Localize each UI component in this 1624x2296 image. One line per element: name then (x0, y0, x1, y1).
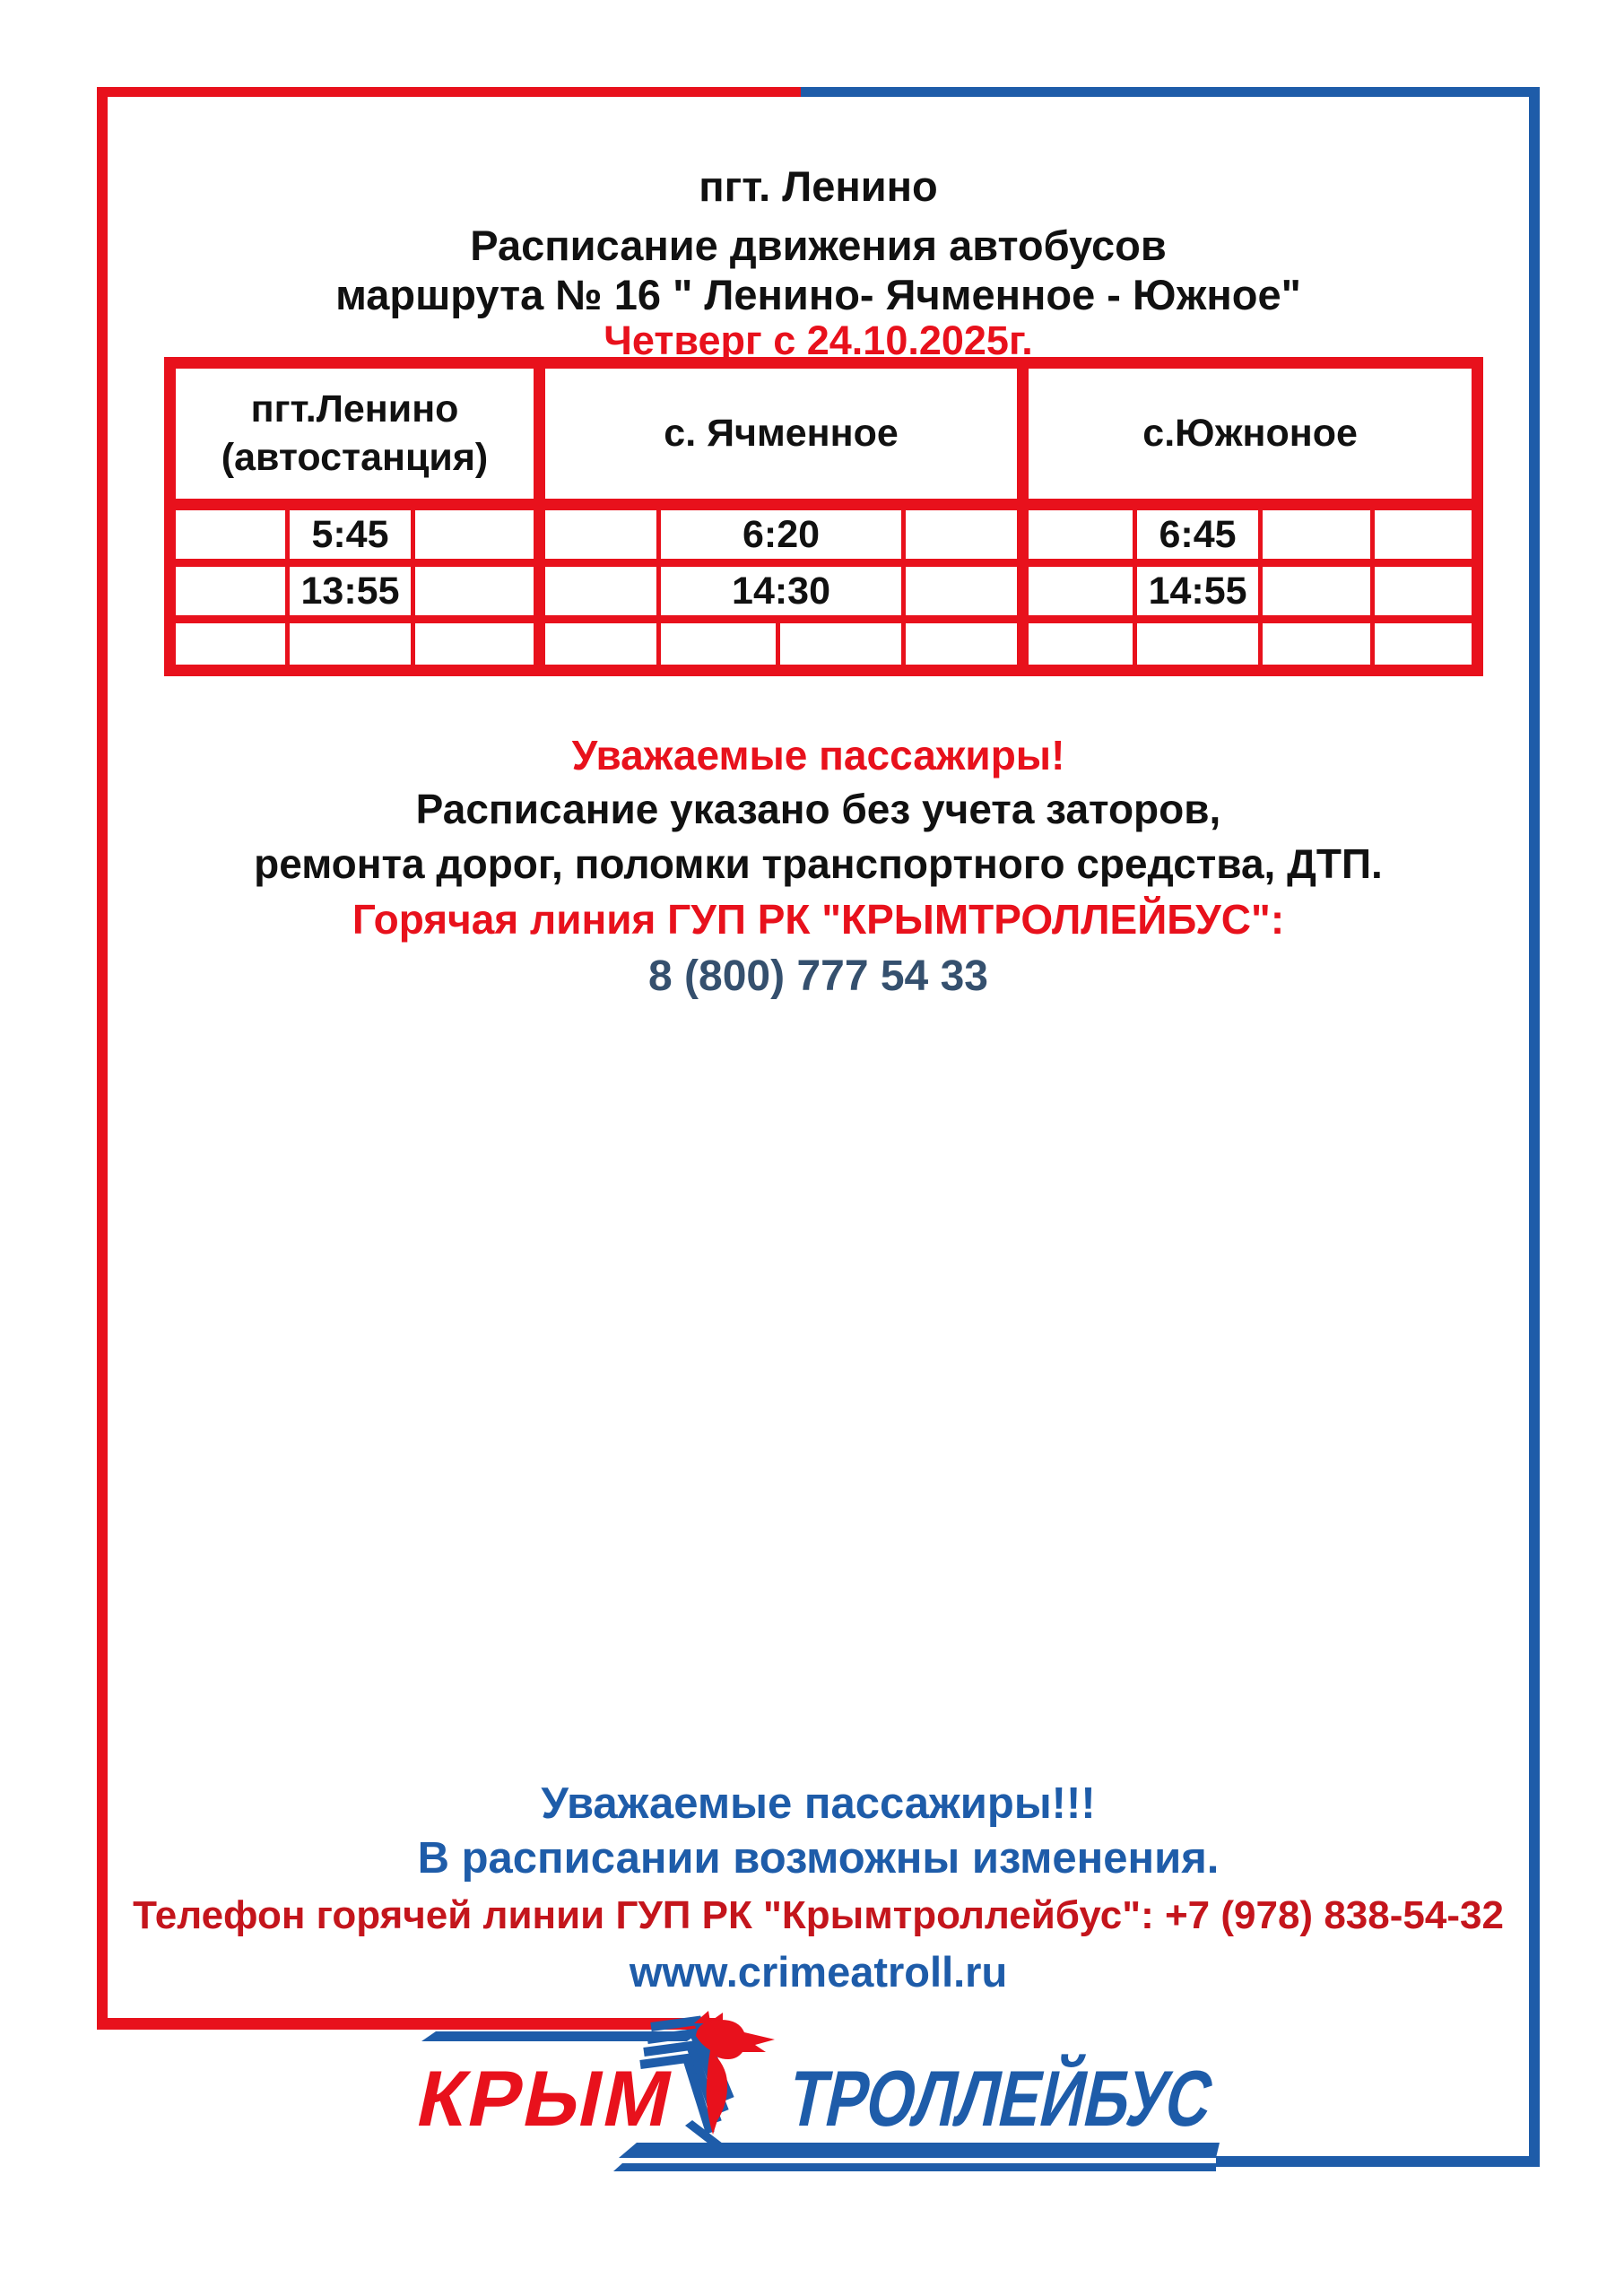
time-cell-lenino-1: 5:45 (288, 505, 413, 563)
table-row (170, 505, 1478, 563)
logo-underline-stripe-thin (613, 2163, 1216, 2171)
frame-bottom-left-red-segment (97, 2018, 717, 2030)
col-header-yachmennoe: с. Ячменное (540, 363, 1023, 505)
logo-underline-stripe-thick (619, 2143, 1220, 2158)
schedule-table (164, 357, 1483, 676)
time-cell-yachmennoe-1: 6:20 (659, 505, 904, 563)
notice-hotline-label: Горячая линия ГУП РК "КРЫМТРОЛЛЕЙБУС": (352, 896, 1285, 943)
title-town: пгт. Ленино (699, 162, 938, 210)
col-header-lenino-line1: пгт.Ленино (250, 387, 459, 430)
footer-changes-possible: В расписании возможны изменения. (417, 1834, 1220, 1883)
frame-left-red-border (97, 87, 108, 2029)
footer-dear-passengers: Уважаемые пассажиры!!! (541, 1779, 1096, 1828)
notice-disclaimer-line2: ремонта дорог, поломки транспортного средства, ДТП. (254, 840, 1383, 887)
time-cell-lenino-3 (288, 620, 413, 671)
table-row (170, 563, 1478, 620)
table-row (170, 620, 1478, 671)
frame-top-blue-segment (801, 87, 1540, 97)
footer-hotline-phone: Телефон горячей линии ГУП РК "Крымтроллейбус": +7 (978) 838-54-32 (133, 1893, 1504, 1937)
title-schedule: Расписание движения автобусов (470, 222, 1167, 269)
time-cell-yachmennoe-3 (778, 620, 904, 671)
col-header-lenino (170, 363, 540, 505)
time-cell-yachmennoe-2: 14:30 (659, 563, 904, 620)
title-date: Четверг с 24.10.2025г. (604, 317, 1033, 363)
col-header-yuzhnoe: с.Южноное (1023, 363, 1478, 505)
title-route: маршрута № 16 " Ленино- Ячменное - Южное" (335, 271, 1301, 318)
footer-website: www.crimeatroll.ru (629, 1948, 1008, 1996)
notice-dear-passengers: Уважаемые пассажиры! (571, 732, 1065, 778)
time-cell-yuzhnoe-2: 14:55 (1135, 563, 1261, 620)
time-cell-yuzhnoe-1: 6:45 (1135, 505, 1261, 563)
griffin-logo-icon (638, 2009, 786, 2148)
table-header-row (170, 363, 1478, 505)
frame-top-red-segment (97, 87, 801, 97)
col-header-lenino-line2: (автостанция) (221, 435, 489, 479)
notice-hotline-phone: 8 (800) 777 54 33 (648, 952, 988, 1000)
logo-trolleybus-text: ТРОЛЛЕЙБУС (780, 2054, 1221, 2143)
logo-krym-text: КРЫМ (409, 2054, 683, 2143)
frame-bottom-right-blue-segment (1216, 2156, 1540, 2167)
notice-disclaimer-line1: Расписание указано без учета заторов, (415, 786, 1221, 832)
time-cell-lenino-2: 13:55 (288, 563, 413, 620)
time-cell-yuzhnoe-3 (1135, 620, 1261, 671)
